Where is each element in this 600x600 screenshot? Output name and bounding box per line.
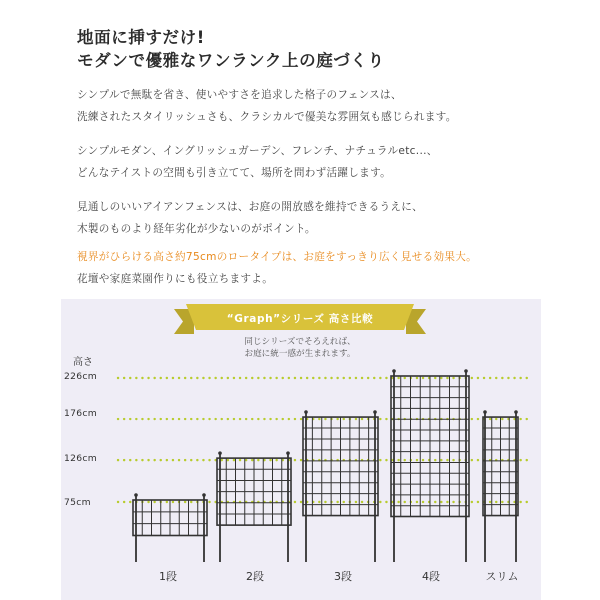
fence-label-2: 2段 (246, 570, 264, 583)
fence-label-4: 4段 (422, 570, 440, 583)
paragraph-line: 木製のものより経年劣化が少ないのがポイント。 (77, 223, 316, 235)
highlight-line-2: 花壇や家庭菜園作りにも役立ちますよ。 (77, 273, 274, 285)
fence-label-3: 3段 (334, 570, 352, 583)
fence-finial (392, 369, 396, 373)
note-line-2: お庭に統一感が生まれます。 (244, 349, 356, 359)
level-label-176: 176cm (64, 408, 98, 419)
fence-label-1: 1段 (159, 570, 177, 583)
height-axis-title: 高さ (73, 357, 93, 368)
paragraph-line: 洗練されたスタイリッシュさも、クラシカルで優美な雰囲気も感じられます。 (77, 111, 457, 123)
headline-line-1: 地面に挿すだけ! (77, 28, 205, 47)
level-label-226: 226cm (64, 371, 98, 382)
level-label-75: 75cm (64, 497, 91, 508)
fence-finial (483, 410, 487, 414)
fence-finial (464, 369, 468, 373)
fence-finial (134, 493, 138, 497)
ribbon-title: “Graph”シリーズ 高さ比較 (226, 313, 374, 325)
fence-finial (202, 493, 206, 497)
paragraph-line: どんなテイストの空間も引き立てて、場所を問わず活躍します。 (77, 167, 392, 179)
fence-finial (218, 451, 222, 455)
note-line-1: 同じシリーズでそろえれば、 (244, 337, 356, 347)
fence-finial (286, 451, 290, 455)
fence-finial (514, 410, 518, 414)
paragraph-line: 見通しのいいアイアンフェンスは、お庭の開放感を維持できるうえに、 (77, 201, 424, 213)
fence-label-slim: スリム (485, 570, 519, 583)
fence-finial (373, 410, 377, 414)
paragraph-line: シンプルモダン、イングリッシュガーデン、フレンチ、ナチュラルetc...、 (77, 145, 438, 157)
level-label-126: 126cm (64, 453, 98, 464)
paragraph-line: シンプルで無駄を省き、使いやすさを追求した格子のフェンスは、 (77, 89, 402, 101)
fence-finial (304, 410, 308, 414)
highlight-accent-line: 視界がひらける高さ約75cmのロータイプは、お庭をすっきり広く見せる効果大。 (77, 251, 478, 263)
headline-line-2: モダンで優雅なワンランク上の庭づくり (77, 51, 385, 70)
